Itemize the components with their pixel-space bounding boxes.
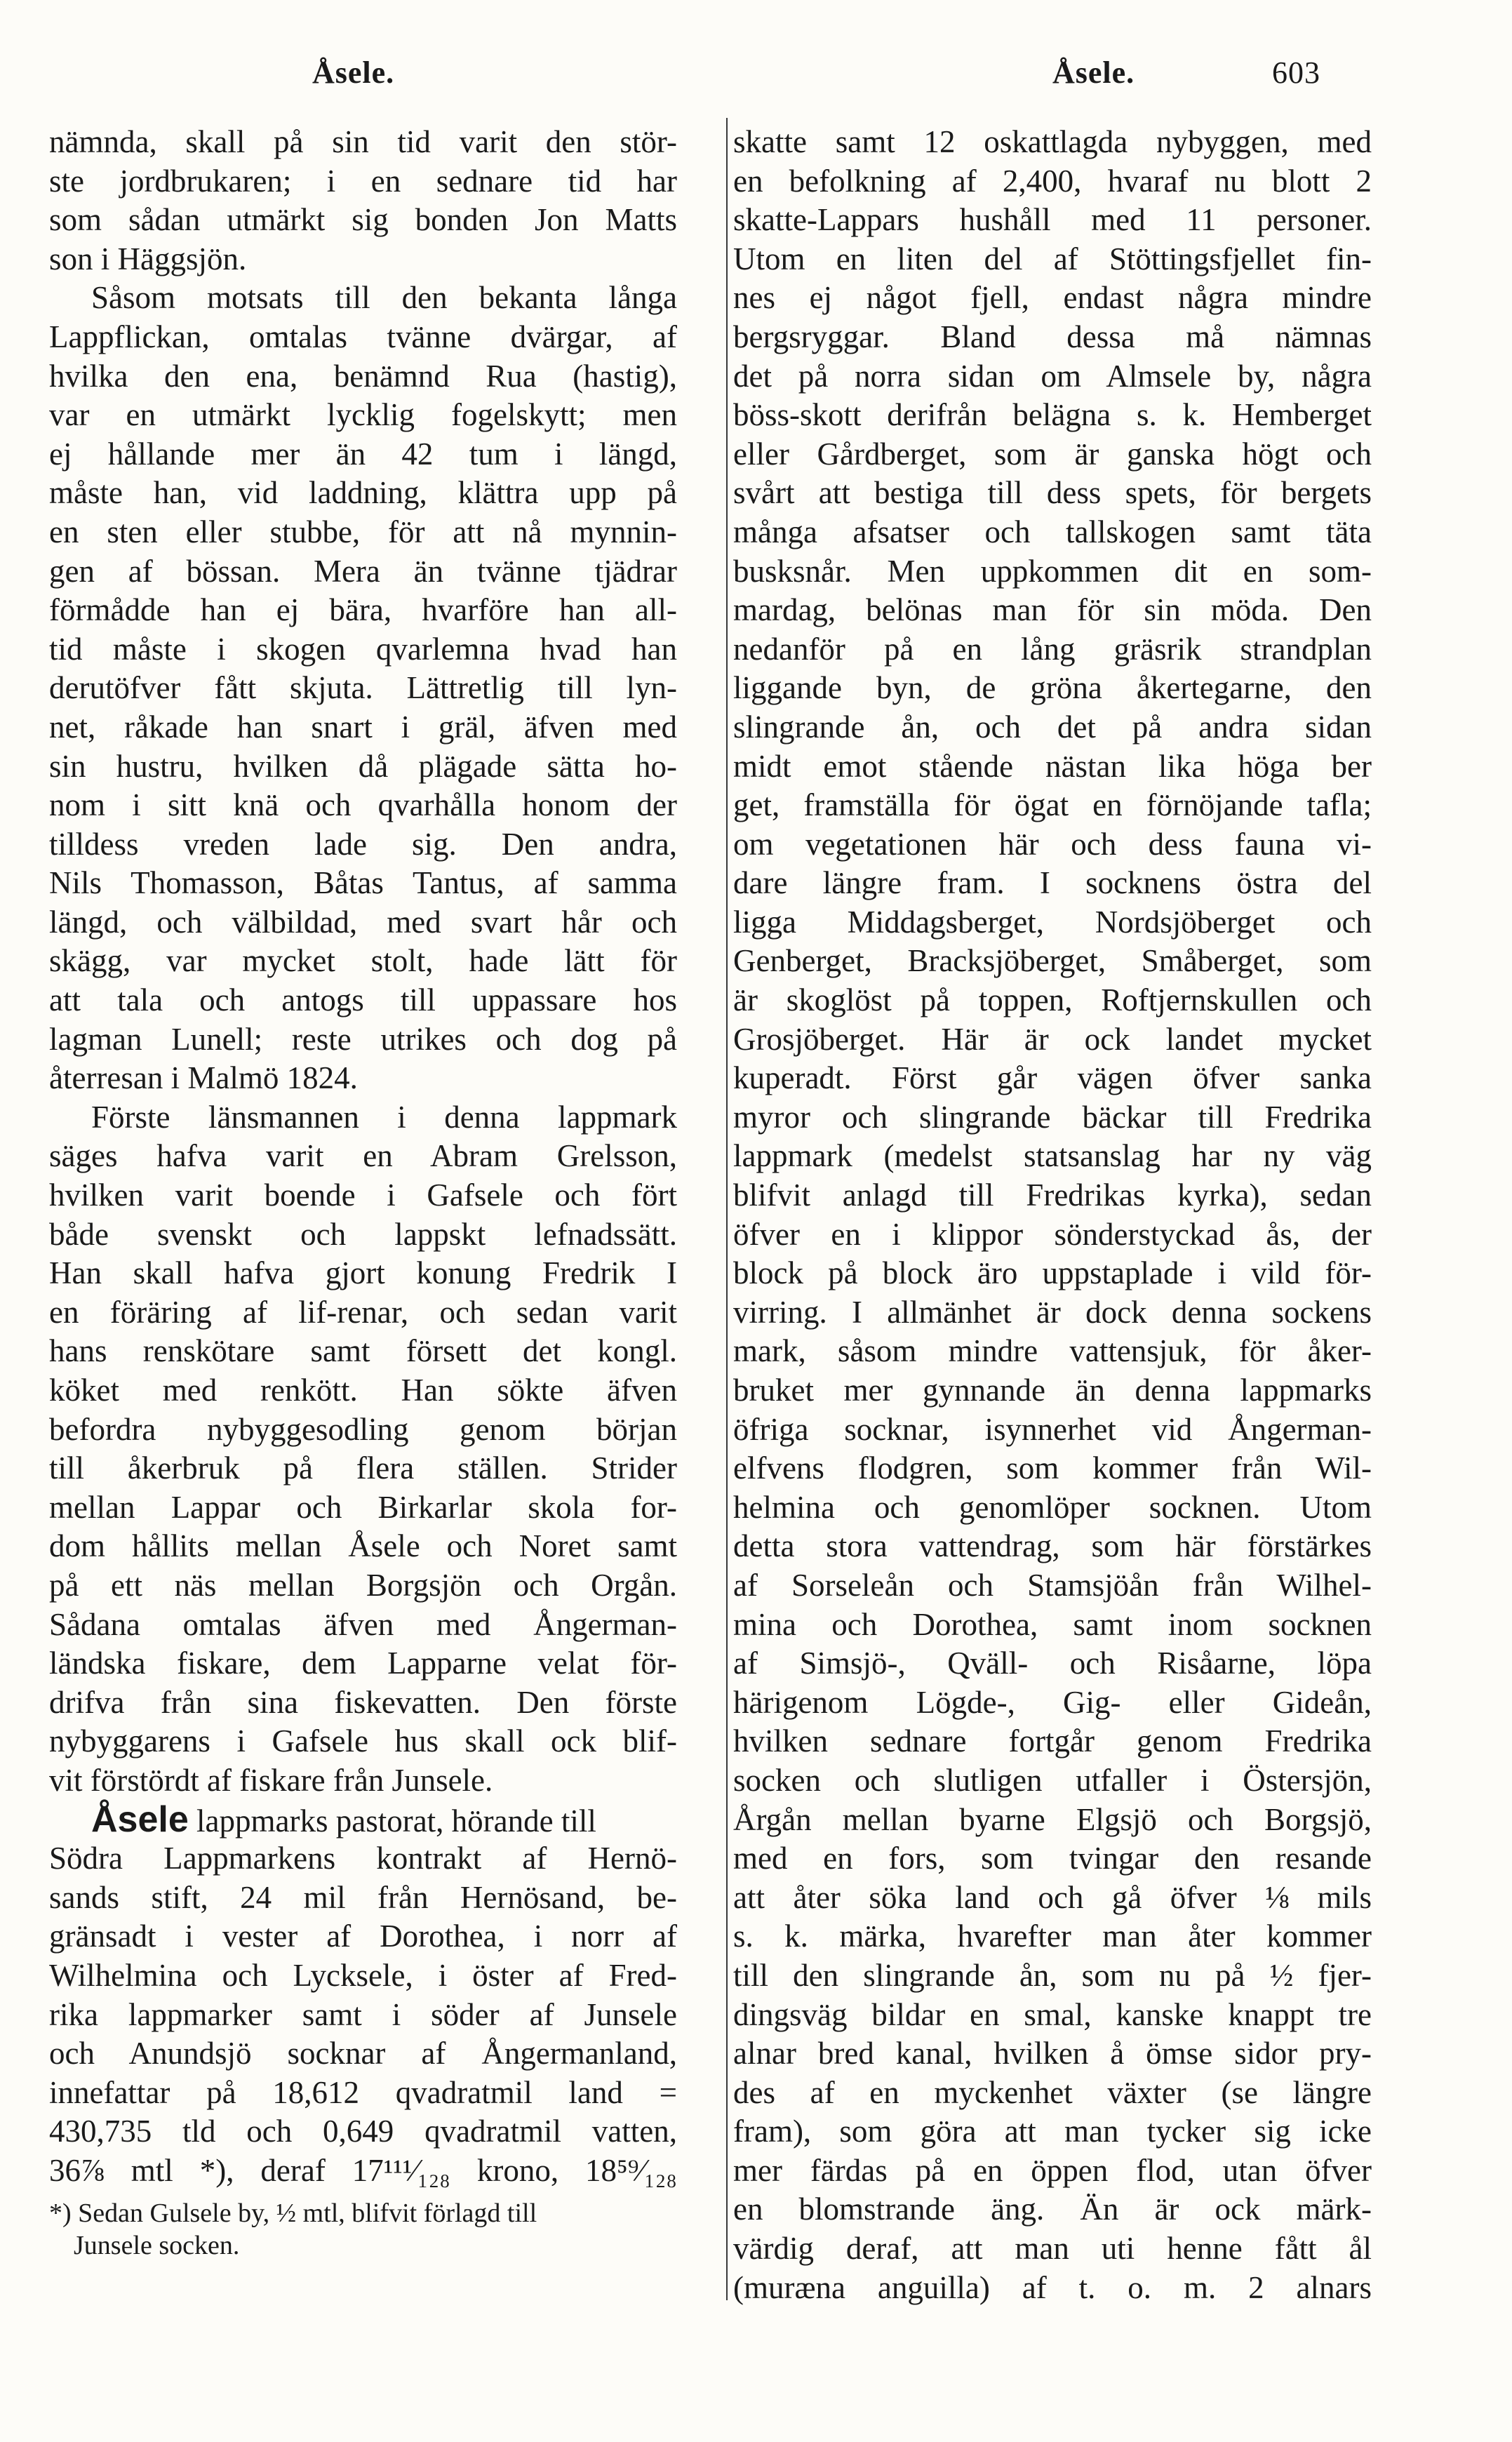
text-line: om vegetationen här och dess fauna vi- xyxy=(733,826,1372,862)
text-line: gen af bössan. Mera än tvänne tjädrar xyxy=(49,553,677,589)
text-line: ej hållande mer än 42 tum i längd, xyxy=(49,436,677,472)
text-line: är skoglöst på toppen, Roftjernskullen och xyxy=(733,982,1372,1018)
text-line: på ett näs mellan Borgsjön och Orgån. xyxy=(49,1567,677,1603)
text-line: till åkerbruk på flera ställen. Strider xyxy=(49,1450,677,1486)
text-line: alnar bred kanal, hvilken å ömse sidor pry- xyxy=(733,2036,1372,2071)
text-line: en blomstrande äng. Än är ock märk- xyxy=(733,2191,1372,2227)
text-line: säges hafva varit en Abram Grelsson, xyxy=(49,1138,677,1174)
text-line: (muræna anguilla) af t. o. m. 2 alnars xyxy=(733,2269,1372,2305)
text-line: mina och Dorothea, samt inom socknen xyxy=(733,1606,1372,1642)
text-line: helmina och genomlöper socknen. Utom xyxy=(733,1489,1372,1525)
text-line: ste jordbrukaren; i en sednare tid har xyxy=(49,163,677,199)
text-line: böss-skott derifrån belägna s. k. Hemberget xyxy=(733,397,1372,433)
running-head-left: Åsele. xyxy=(312,55,395,90)
text-line: nedanför på en lång gräsrik strandplan xyxy=(733,631,1372,667)
text-line: innefattar på 18,612 qvadratmil land = xyxy=(49,2074,677,2110)
text-line: tilldess vreden lade sig. Den andra, xyxy=(49,826,677,862)
text-line: Grosjöberget. Här är ock landet mycket xyxy=(733,1021,1372,1057)
text-line: förmådde han ej bära, hvarföre han all- xyxy=(49,592,677,628)
text-line: lappmark (medelst statsanslag har ny väg xyxy=(733,1138,1372,1174)
text-line: Genberget, Bracksjöberget, Småberget, som xyxy=(733,943,1372,979)
text-line: tid måste i skogen qvarlemna hvad han xyxy=(49,631,677,667)
text-line: hvilka den ena, benämnd Rua (hastig), xyxy=(49,358,677,394)
text-line: Årgån mellan byarne Elgsjö och Borgsjö, xyxy=(733,1801,1372,1837)
text-line: sands stift, 24 mil från Hernösand, be- xyxy=(49,1879,677,1915)
text-line: elfvens flodgren, som kommer från Wil- xyxy=(733,1450,1372,1486)
text-line: dingsväg bildar en smal, kanske knappt tre xyxy=(733,1996,1372,2032)
text-line: måste han, vid laddning, klättra upp på xyxy=(49,475,677,511)
text-line: midt emot stående nästan lika höga ber xyxy=(733,748,1372,784)
text-line: mark, såsom mindre vattensjuk, för åker- xyxy=(733,1333,1372,1369)
page-number: 603 xyxy=(1272,55,1320,90)
text-line: köket med renkött. Han sökte äfven xyxy=(49,1373,677,1408)
text-line: skatte-Lappars hushåll med 11 personer. xyxy=(733,202,1372,238)
text-line: Utom en liten del af Stöttingsfjellet fin- xyxy=(733,241,1372,276)
entry-headword: Åsele xyxy=(91,1799,189,1840)
text-line: s. k. märka, hvarefter man åter kommer xyxy=(733,1919,1372,1954)
text-line: Lappflickan, omtalas tvänne dvärgar, af xyxy=(49,319,677,354)
text-line: med en fors, som tvingar den resande xyxy=(733,1841,1372,1876)
text-line: öfver en i klippor sönderstyckad ås, der xyxy=(733,1216,1372,1252)
text-line: Såsom motsats till den bekanta långa xyxy=(91,280,677,316)
text-line: mardag, belönas man för sin möda. Den xyxy=(733,592,1372,628)
text-line: befordra nybyggesodling genom början xyxy=(49,1411,677,1447)
right-column xyxy=(733,123,1372,2307)
text-line: många afsatser och tallskogen samt täta xyxy=(733,514,1372,549)
text-line: Han skall hafva gjort konung Fredrik I xyxy=(49,1255,677,1291)
text-line: Nils Thomasson, Båtas Tantus, af samma xyxy=(49,865,677,901)
text-line: Sådana omtalas äfven med Ångerman- xyxy=(49,1606,677,1642)
text-line: af Simsjö-, Qväll- och Risåarne, löpa xyxy=(733,1646,1372,1681)
text-line: värdig deraf, att man uti henne fått ål xyxy=(733,2231,1372,2267)
text-line: get, framställa för ögat en förnöjande tafla; xyxy=(733,787,1372,823)
text-line: skägg, var mycket stolt, hade lätt för xyxy=(49,943,677,979)
text-line: mer färdas på en öppen flod, utan öfver xyxy=(733,2152,1372,2188)
text-line: nybyggarens i Gafsele hus skall ock blif- xyxy=(49,1723,677,1759)
text-line: härigenom Lögde-, Gig- eller Gideån, xyxy=(733,1684,1372,1720)
text-line: Södra Lappmarkens kontrakt af Hernö- xyxy=(49,1841,677,1876)
text-line: och Anundsjö socknar af Ångermanland, xyxy=(49,2036,677,2071)
text-line: eller Gårdberget, som är ganska högt och xyxy=(733,436,1372,472)
text-line: ligga Middagsberget, Nordsjöberget och xyxy=(733,904,1372,940)
text-line: 36⅞ mtl *), deraf 17¹¹¹⁄₁₂₈ krono, 18⁵⁹⁄₁₂₈ xyxy=(49,2152,677,2188)
text-line: svårt att bestiga till dess spets, för bergets xyxy=(733,475,1372,511)
text-line: block på block äro uppstaplade i vild för- xyxy=(733,1255,1372,1291)
column-divider xyxy=(726,118,728,2300)
text-line: liggande byn, de gröna åkertegarne, den xyxy=(733,670,1372,706)
text-line: öfriga socknar, isynnerhet vid Ångerman- xyxy=(733,1411,1372,1447)
text-line: att åter söka land och gå öfver ⅛ mils xyxy=(733,1879,1372,1915)
text-line: slingrande ån, och det på andra sidan xyxy=(733,709,1372,745)
text-line: till den slingrande ån, som nu på ½ fjer- xyxy=(733,1957,1372,1993)
text-line: drifva från sina fiskevatten. Den förste xyxy=(49,1684,677,1720)
text-line: nämnda, skall på sin tid varit den stör- xyxy=(49,124,677,159)
text-line: myror och slingrande bäckar till Fredrika xyxy=(733,1099,1372,1135)
text-line: gränsadt i vester af Dorothea, i norr af xyxy=(49,1919,677,1954)
text-line xyxy=(49,1801,677,1840)
text-line: rika lappmarker samt i söder af Junsele xyxy=(49,1996,677,2032)
text-line: en föräring af lif-renar, och sedan varit xyxy=(49,1294,677,1330)
running-head-right: Åsele. xyxy=(1052,55,1135,90)
text-line: skatte samt 12 oskattlagda nybyggen, med xyxy=(733,124,1372,159)
text-line: ländska fiskare, dem Lapparne velat för- xyxy=(49,1646,677,1681)
footnote-line: Junsele socken. xyxy=(74,2231,240,2261)
text-line: virring. I allmänhet är dock denna sockens xyxy=(733,1294,1372,1330)
text-line: som sådan utmärkt sig bonden Jon Matts xyxy=(49,202,677,238)
text-line: återresan i Malmö 1824. xyxy=(49,1060,358,1096)
text-line: son i Häggsjön. xyxy=(49,241,247,276)
text-line: bergsryggar. Bland dessa må nämnas xyxy=(733,319,1372,354)
text-line: en sten eller stubbe, för att nå mynnin- xyxy=(49,514,677,549)
text-line: detta stora vattendrag, som här förstärkes xyxy=(733,1528,1372,1564)
text-line: fram), som göra att man tycker sig icke xyxy=(733,2114,1372,2149)
text-line: busksnår. Men uppkommen dit en som- xyxy=(733,553,1372,589)
text-line: sin hustru, hvilken då plägade sätta ho- xyxy=(49,748,677,784)
text-line: det på norra sidan om Almsele by, några xyxy=(733,358,1372,394)
text-line: 430,735 tld och 0,649 qvadratmil vatten, xyxy=(49,2114,677,2149)
text-line: dare längre fram. I socknens östra del xyxy=(733,865,1372,901)
text-line: des af en myckenhet växter (se längre xyxy=(733,2074,1372,2110)
text-line: att tala och antogs till uppassare hos xyxy=(49,982,677,1018)
text-line: både svenskt och lappskt lefnadssätt. xyxy=(49,1216,677,1252)
text-line: längd, och välbildad, med svart hår och xyxy=(49,904,677,940)
text-line: nom i sitt knä och qvarhålla honom der xyxy=(49,787,677,823)
text-line: net, råkade han snart i gräl, äfven med xyxy=(49,709,677,745)
left-column xyxy=(49,123,677,2262)
text-line: lagman Lunell; reste utrikes och dog på xyxy=(49,1021,677,1057)
text-line: hvilken sednare fortgår genom Fredrika xyxy=(733,1723,1372,1759)
text-line: socken och slutligen utfaller i Östersjön, xyxy=(733,1762,1372,1798)
text-line: blifvit anlagd till Fredrikas kyrka), sedan xyxy=(733,1177,1372,1213)
text-line: en befolkning af 2,400, hvaraf nu blott 2 xyxy=(733,163,1372,199)
footnote-line: *) Sedan Gulsele by, ½ mtl, blifvit förlagd till xyxy=(49,2199,537,2229)
text-line: hvilken varit boende i Gafsele och fört xyxy=(49,1177,677,1213)
text-line: hans renskötare samt försett det kongl. xyxy=(49,1333,677,1369)
text-line: Wilhelmina och Lycksele, i öster af Fred- xyxy=(49,1957,677,1993)
text-line: derutöfver fått skjuta. Lättretlig till lyn- xyxy=(49,670,677,706)
text-line: nes ej något fjell, endast några mindre xyxy=(733,280,1372,316)
text-line: bruket mer gynnande än denna lappmarks xyxy=(733,1373,1372,1408)
text-line: af Sorseleån och Stamsjöån från Wilhel- xyxy=(733,1567,1372,1603)
text-line: var en utmärkt lycklig fogelskytt; men xyxy=(49,397,677,433)
text-line: Förste länsmannen i denna lappmark xyxy=(91,1099,677,1135)
text-line: dom hållits mellan Åsele och Noret samt xyxy=(49,1528,677,1564)
text-line: kuperadt. Först går vägen öfver sanka xyxy=(733,1060,1372,1096)
entry-text: lappmarks pastorat, hörande till xyxy=(196,1803,596,1839)
text-line: vit förstördt af fiskare från Junsele. xyxy=(49,1762,493,1798)
text-line: mellan Lappar och Birkarlar skola for- xyxy=(49,1489,677,1525)
